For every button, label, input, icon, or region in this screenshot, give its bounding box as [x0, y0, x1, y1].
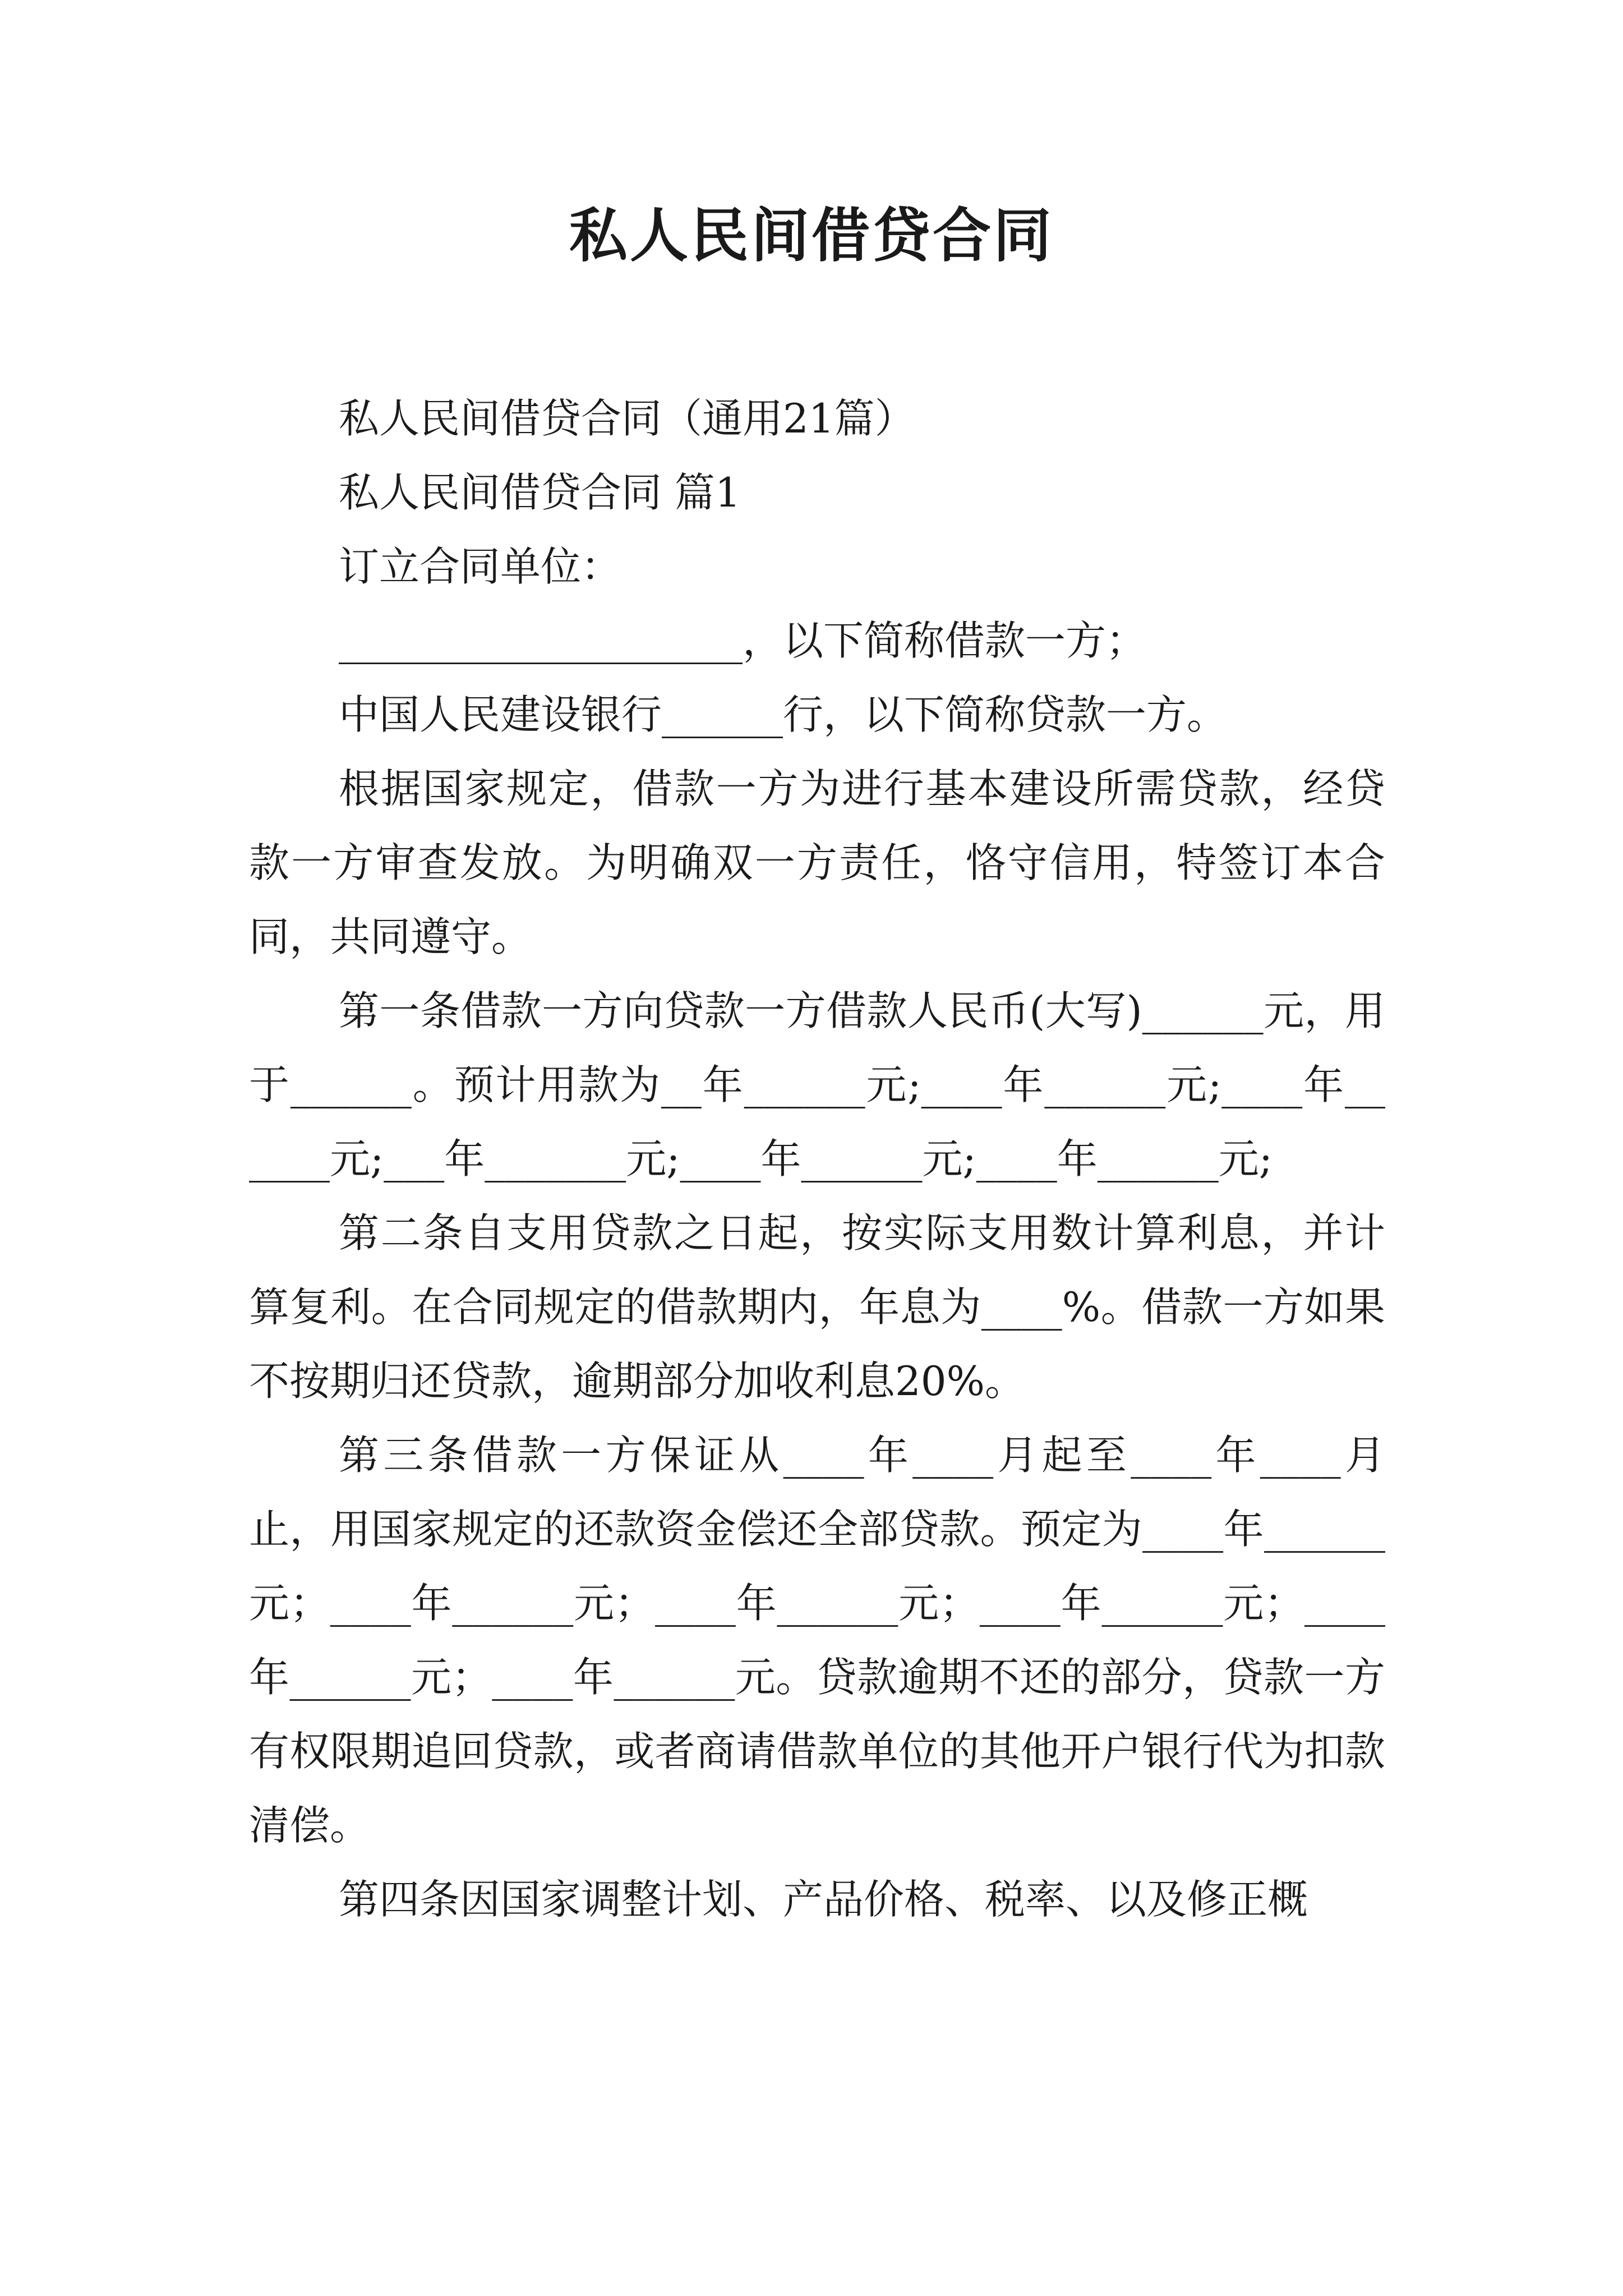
paragraph-contract-parties-label: 订立合同单位：: [339, 543, 622, 590]
section-heading: 私人民间借贷合同 篇1: [339, 469, 741, 516]
document-body: [249, 381, 1385, 1936]
paragraph-article-4: 第四条因国家调整计划、产品价格、税率、以及修正概: [339, 1876, 1308, 1923]
paragraph-article-1: 第一条借款一方向贷款一方借款人民币(大写)______元，用于______。预计用款为__年______元;____年______元;____年______元;___年_______元;____年______元;____年______元;: [249, 987, 1385, 1182]
paragraph-preamble: 根据国家规定，借款一方为进行基本建设所需贷款，经贷款一方审查发放。为明确双一方责任，恪守信用，特签订本合同，共同遵守。: [249, 765, 1385, 960]
paragraph-borrower-line: ____________________，以下简称借款一方；: [339, 617, 1147, 664]
paragraph-article-3: 第三条借款一方保证从____年____月起至____年____月止，用国家规定的还款资金偿还全部贷款。预定为____年______元；____年______元；____年______元；____年______元；____年______元；____年______元。贷款逾期不还的部分，贷款一方有权限期追回贷款，或者商请借款单位的其他开户银行代为扣款清偿。: [249, 1432, 1385, 1849]
document-title: 私人民间借贷合同: [569, 201, 1054, 270]
paragraph-article-2: 第二条自支用贷款之日起，按实际支用数计算利息，并计算复利。在合同规定的借款期内，年息为____%。借款一方如果不按期归还贷款，逾期部分加收利息20%。: [249, 1209, 1385, 1405]
paragraph-lender-line: 中国人民建设银行______行，以下简称贷款一方。: [339, 691, 1228, 738]
document-subtitle: 私人民间借贷合同（通用21篇）: [339, 395, 915, 442]
